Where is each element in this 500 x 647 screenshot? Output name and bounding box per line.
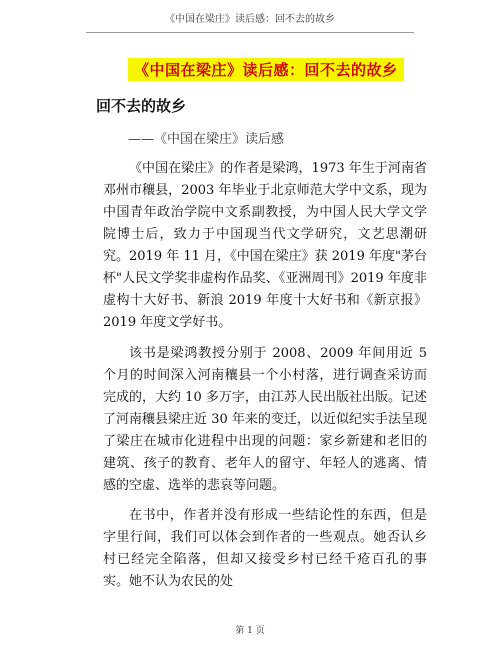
body-paragraph: 该书是梁鸿教授分别于 2008、2009 年间用近 5 个月的时间深入河南穰县一个小村落，进行调查采访而完成的，大约 10 多万字，由江苏人民出版社出版。记述了河南穰县梁庄近 30 年来的变迁，以近似纪实手法呈现了梁庄在城市化进程中出现的问题：家乡新建和老旧的建筑、孩子的教育、老年人的留守、年轻人的逃离、情感的空虚、选举的悲哀等问题。	[103, 346, 427, 493]
page-number: 第 1 页	[235, 626, 265, 636]
body-paragraph: 在书中，作者并没有形成一些结论性的东西，但是字里行间，我们可以体会到作者的一些观点。她否认乡村已经完全陷落，但却又接受乡村已经千疮百孔的事实。她不认为农民的处	[103, 508, 427, 589]
running-header: 《中国在梁庄》读后感：回不去的故乡	[165, 14, 335, 25]
highlighted-title-banner: 《中国在梁庄》读后感：回不去的故乡	[128, 58, 404, 81]
document-subtitle: ——《中国在梁庄》读后感	[128, 132, 285, 147]
body-paragraph: 《中国在梁庄》的作者是梁鸿，1973 年生于河南省邓州市穰县，2003 年毕业于北京师范大学中文系，现为中国青年政治学院中文系副教授，为中国人民大学文学院博士后，致力于中国现当代文学研究，文艺思潮研究。2019 年 11 月，《中国在梁庄》获 2019 年度"茅台杯"人民文学奖非虚构作品奖、《亚洲周刊》2019 年度非虚构十大好书、新浪 2019 年度十大好书和《新京报》2019 年度文学好书。	[103, 161, 427, 330]
document-title: 回不去的故乡	[96, 97, 187, 115]
header-divider	[86, 32, 414, 33]
